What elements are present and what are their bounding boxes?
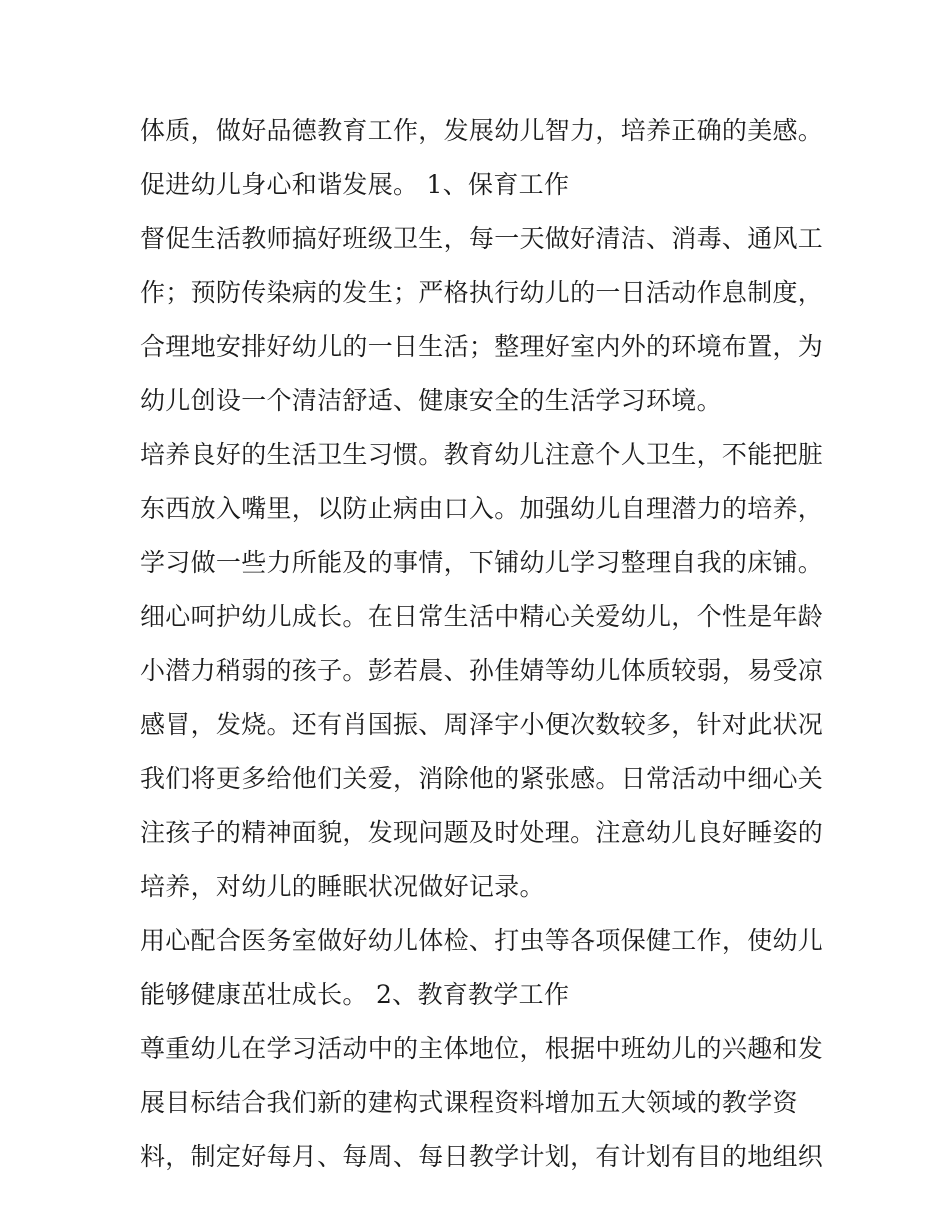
text-line-19: 展目标结合我们新的建构式课程资料增加五大领域的教学资 bbox=[140, 1088, 798, 1117]
text-line-18: 尊重幼儿在学习活动中的主体地位，根据中班幼儿的兴趣和发 bbox=[140, 1034, 824, 1063]
text-line-3: 督促生活教师搞好班级卫生，每一天做好清洁、消毒、通风工 bbox=[140, 224, 824, 253]
text-line-7: 培养良好的生活卫生习惯。教育幼儿注意个人卫生，不能把脏 bbox=[140, 440, 824, 469]
document-body bbox=[140, 104, 824, 1184]
text-line-4: 作；预防传染病的发生；严格执行幼儿的一日活动作息制度， bbox=[140, 278, 824, 307]
text-line-1: 体质，做好品德教育工作，发展幼儿智力，培养正确的美感。 bbox=[140, 116, 824, 145]
text-line-12: 感冒，发烧。还有肖国振、周泽宇小便次数较多，针对此状况 bbox=[140, 710, 824, 739]
text-line-9: 学习做一些力所能及的事情，下铺幼儿学习整理自我的床铺。 bbox=[140, 548, 824, 577]
text-line-17: 能够健康茁壮成长。 2、教育教学工作 bbox=[140, 980, 570, 1009]
text-line-16: 用心配合医务室做好幼儿体检、打虫等各项保健工作，使幼儿 bbox=[140, 926, 824, 955]
text-line-15: 培养，对幼儿的睡眠状况做好记录。 bbox=[140, 872, 545, 901]
text-line-13: 我们将更多给他们关爱，消除他的紧张感。日常活动中细心关 bbox=[140, 764, 824, 793]
text-line-10: 细心呵护幼儿成长。在日常生活中精心关爱幼儿，个性是年龄 bbox=[140, 602, 824, 631]
text-line-11: 小潜力稍弱的孩子。彭若晨、孙佳婧等幼儿体质较弱，易受凉 bbox=[140, 656, 824, 685]
text-line-6: 幼儿创设一个清洁舒适、健康安全的生活学习环境。 bbox=[140, 386, 722, 415]
text-line-8: 东西放入嘴里，以防止病由口入。加强幼儿自理潜力的培养， bbox=[140, 494, 824, 523]
text-line-5: 合理地安排好幼儿的一日生活；整理好室内外的环境布置，为 bbox=[140, 332, 824, 361]
text-line-2: 促进幼儿身心和谐发展。 1、保育工作 bbox=[140, 170, 570, 199]
text-line-20: 料，制定好每月、每周、每日教学计划，有计划有目的地组织 bbox=[140, 1142, 824, 1171]
text-line-14: 注孩子的精神面貌，发现问题及时处理。注意幼儿良好睡姿的 bbox=[140, 818, 824, 847]
